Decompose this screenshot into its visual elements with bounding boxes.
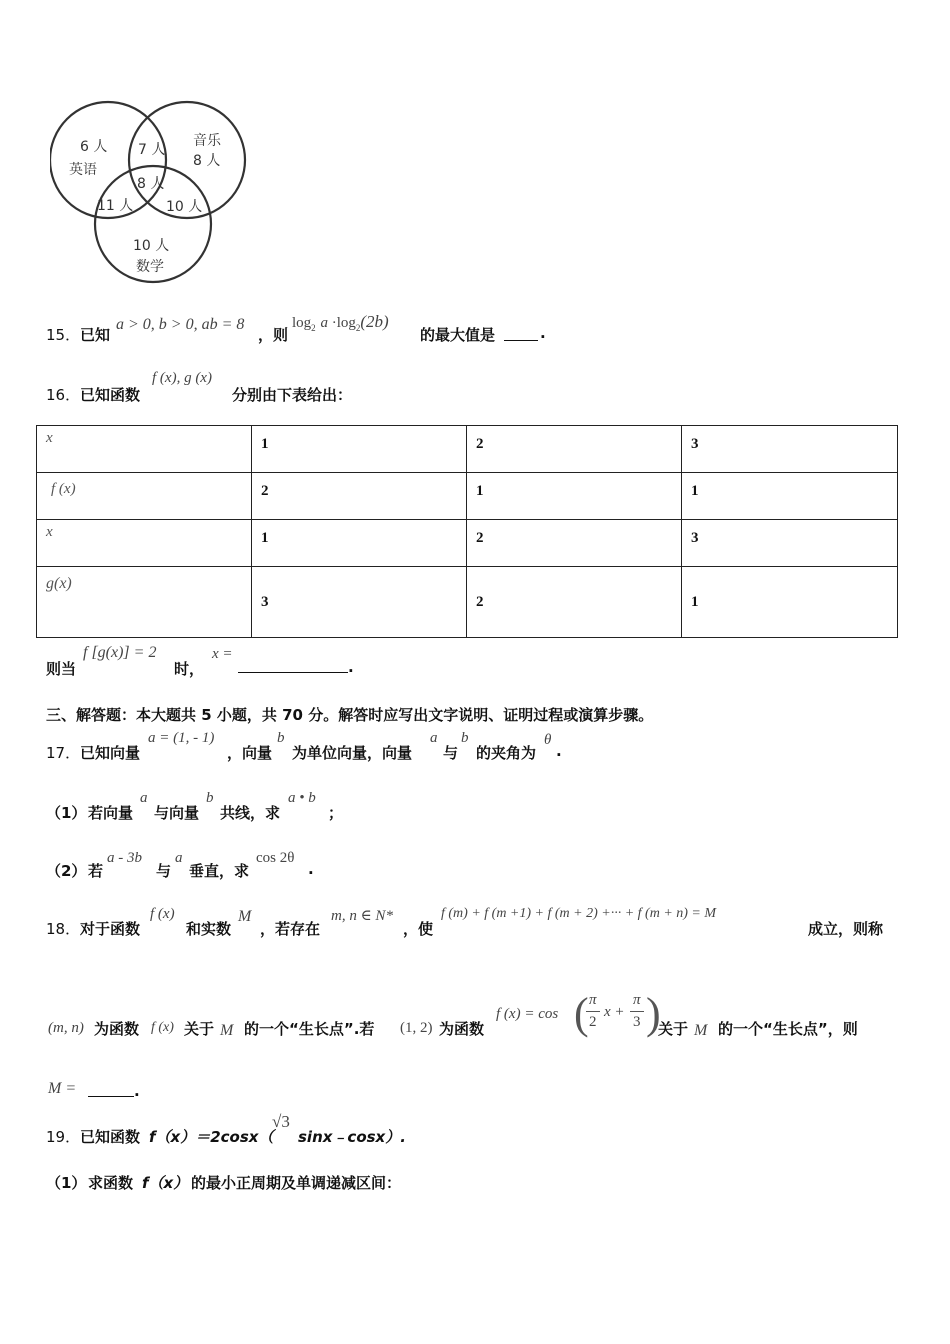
q17-text: 的夹角为 bbox=[476, 744, 537, 762]
english-math-count: 11 人 bbox=[97, 198, 134, 214]
music-only-count: 8 人 bbox=[193, 153, 221, 169]
q18-text: 对于函数 bbox=[80, 920, 141, 938]
q15-number: 15． bbox=[46, 326, 81, 344]
q19-p1-number: （1） bbox=[46, 1174, 87, 1192]
q17-a: a bbox=[430, 730, 438, 746]
section-3-heading: 三、解答题：本大题共 5 小题，共 70 分。解答时应写出文字说明、证明过程或演算步骤。 bbox=[46, 706, 654, 724]
q17-text: . bbox=[556, 742, 562, 760]
log-arg-a: a bbox=[320, 315, 328, 331]
q17-a-def: a = (1, - 1) bbox=[148, 730, 215, 746]
q18-l2-denominator: 3 bbox=[633, 1014, 641, 1030]
q18-l2-def: f (x) = cos bbox=[496, 1006, 559, 1022]
q15-answer-blank[interactable] bbox=[504, 326, 538, 341]
q16-number: 16． bbox=[46, 386, 81, 404]
q18-l2-text: 为函数 bbox=[94, 1020, 140, 1038]
right-paren: ) bbox=[646, 989, 661, 1038]
q19-p1-text: 求函数 bbox=[88, 1174, 134, 1192]
q16-pre: 已知函数 bbox=[80, 386, 141, 404]
q17-text: 为单位向量，向量 bbox=[292, 744, 413, 762]
q19-expr: sinx﹣cosx）. bbox=[298, 1128, 406, 1146]
english-only-count: 6 人 bbox=[80, 139, 108, 155]
log-base-2: 2 bbox=[355, 323, 361, 333]
q16-after-x: x = bbox=[212, 646, 233, 662]
q19-expr: f（x）＝2cosx（ bbox=[149, 1128, 274, 1146]
table-label: x bbox=[37, 520, 252, 567]
q18-mn: m, n ∈ N* bbox=[331, 908, 393, 924]
q17-p1-text: 与向量 bbox=[154, 804, 200, 822]
q18-line-2 bbox=[46, 990, 926, 1040]
q18-l2-pi: π bbox=[589, 992, 597, 1008]
log-base-1: 2 bbox=[311, 323, 316, 333]
q19-text: 已知函数 bbox=[80, 1128, 141, 1146]
center-count: 8 人 bbox=[137, 176, 165, 192]
log-arg-2b: (2b) bbox=[360, 312, 389, 331]
left-paren: ( bbox=[574, 989, 589, 1038]
q18-l3-M: M = bbox=[48, 1080, 77, 1097]
table-label: f (x) bbox=[37, 473, 252, 520]
table-row bbox=[37, 473, 898, 520]
q18-l2-denominator: 2 bbox=[589, 1014, 597, 1030]
q17-p2-cos: cos 2θ bbox=[256, 850, 295, 866]
q17-text: ，向量 bbox=[227, 744, 273, 762]
q15-condition: a > 0, b > 0, ab = 8 bbox=[116, 316, 245, 333]
question-18 bbox=[46, 906, 926, 946]
q18-l2-pi: π bbox=[633, 992, 641, 1008]
q17-p2-text: 垂直，求 bbox=[189, 862, 250, 880]
q15-post: 的最大值是 bbox=[420, 326, 496, 344]
q17-p2-text: 若 bbox=[88, 862, 104, 880]
function-table bbox=[36, 425, 898, 638]
table-cell: 2 bbox=[467, 426, 682, 473]
table-cell: 1 bbox=[682, 473, 898, 520]
music-label: 音乐 bbox=[193, 133, 221, 149]
table-cell: 1 bbox=[252, 426, 467, 473]
q18-l2-mn: (m, n) bbox=[48, 1020, 84, 1036]
math-only-count: 10 人 bbox=[133, 238, 170, 254]
q17-p1-text: 共线，求 bbox=[220, 804, 281, 822]
q15-pre: 已知 bbox=[80, 326, 111, 344]
q18-l2-fx: f (x) bbox=[151, 1020, 174, 1035]
log-1: log bbox=[292, 315, 312, 331]
table-row bbox=[37, 426, 898, 473]
q17-b: b bbox=[277, 730, 285, 746]
english-label: 英语 bbox=[69, 162, 97, 178]
table-cell: 3 bbox=[682, 426, 898, 473]
table-cell: 3 bbox=[682, 520, 898, 567]
table-cell: 1 bbox=[682, 567, 898, 638]
q15-expression bbox=[292, 312, 389, 333]
q17-text: 与 bbox=[443, 744, 459, 762]
q17-number: 17． bbox=[46, 744, 81, 762]
q18-answer-blank[interactable] bbox=[88, 1082, 134, 1097]
q17-theta: θ bbox=[544, 732, 552, 748]
music-math-count: 10 人 bbox=[166, 199, 203, 215]
q17-p1-text: 若向量 bbox=[88, 804, 134, 822]
q18-l2-text: 的一个“生长点”，则 bbox=[718, 1020, 858, 1038]
q18-l2-x: x + bbox=[604, 1004, 625, 1020]
table-cell: 3 bbox=[252, 567, 467, 638]
q18-l2-text: 关于 bbox=[658, 1020, 689, 1038]
table-row bbox=[37, 520, 898, 567]
q17-p2-expr: a - 3b bbox=[107, 850, 142, 866]
q16-funcs: f (x), g (x) bbox=[152, 370, 212, 386]
log-2: ·log bbox=[327, 315, 356, 331]
q18-l2-text: 关于 bbox=[184, 1020, 215, 1038]
q17-p2-end: . bbox=[308, 860, 314, 878]
q19-p1-text: 的最小正周期及单调递减区间： bbox=[191, 1174, 402, 1192]
q16-after-cond: f [g(x)] = 2 bbox=[83, 644, 157, 661]
table-cell: 2 bbox=[467, 520, 682, 567]
q18-fx: f (x) bbox=[150, 906, 175, 922]
q18-l2-point: (1, 2) bbox=[400, 1020, 433, 1036]
math-label: 数学 bbox=[136, 259, 164, 275]
q18-l3-end: . bbox=[134, 1082, 140, 1100]
q18-number: 18． bbox=[46, 920, 81, 938]
q19-p1-fx: f（x） bbox=[142, 1174, 189, 1192]
q16-after-end: . bbox=[348, 658, 354, 676]
q17-p2-text: 与 bbox=[156, 862, 172, 880]
q15-end: . bbox=[540, 324, 546, 342]
q18-text: 成立，则称 bbox=[808, 920, 884, 938]
q17-p1-number: （1） bbox=[46, 804, 87, 822]
q16-after-pre: 则当 bbox=[46, 660, 77, 678]
q17-p1-end: ； bbox=[328, 804, 344, 822]
table-cell: 1 bbox=[252, 520, 467, 567]
q19-sqrt: √3 bbox=[272, 1112, 290, 1131]
english-music-count: 7 人 bbox=[138, 142, 166, 158]
q17-b: b bbox=[461, 730, 469, 746]
table-label: x bbox=[37, 426, 252, 473]
q17-p2-a: a bbox=[175, 850, 183, 866]
fraction-bar bbox=[630, 1011, 644, 1012]
q16-post: 分别由下表给出： bbox=[232, 386, 353, 404]
q18-text: ，若存在 bbox=[260, 920, 321, 938]
q17-p1-b: b bbox=[206, 790, 214, 806]
venn-diagram bbox=[50, 95, 255, 290]
q18-l2-text: 的一个“生长点”.若 bbox=[244, 1020, 375, 1038]
q18-M: M bbox=[238, 908, 252, 925]
q16-after-mid: 时， bbox=[174, 660, 205, 678]
q17-p1-expr: a • b bbox=[288, 790, 316, 806]
q18-l2-M: M bbox=[694, 1022, 708, 1039]
q17-text: 已知向量 bbox=[80, 744, 141, 762]
q18-l2-M: M bbox=[220, 1022, 234, 1039]
table-row bbox=[37, 567, 898, 638]
table-cell: 1 bbox=[467, 473, 682, 520]
q16-answer-blank[interactable] bbox=[238, 658, 348, 673]
table-label: g(x) bbox=[37, 567, 252, 638]
q18-l2-text: 为函数 bbox=[439, 1020, 485, 1038]
q19-number: 19． bbox=[46, 1128, 81, 1146]
q15-mid: ，则 bbox=[258, 326, 289, 344]
q18-text: 和实数 bbox=[186, 920, 232, 938]
table-cell: 2 bbox=[467, 567, 682, 638]
q18-sum: f (m) + f (m +1) + f (m + 2) +··· + f (m + n) = M bbox=[441, 906, 717, 921]
q17-p2-number: （2） bbox=[46, 862, 87, 880]
q18-text: ，使 bbox=[403, 920, 434, 938]
fraction-bar bbox=[586, 1011, 600, 1012]
q17-p1-a: a bbox=[140, 790, 148, 806]
table-cell: 2 bbox=[252, 473, 467, 520]
